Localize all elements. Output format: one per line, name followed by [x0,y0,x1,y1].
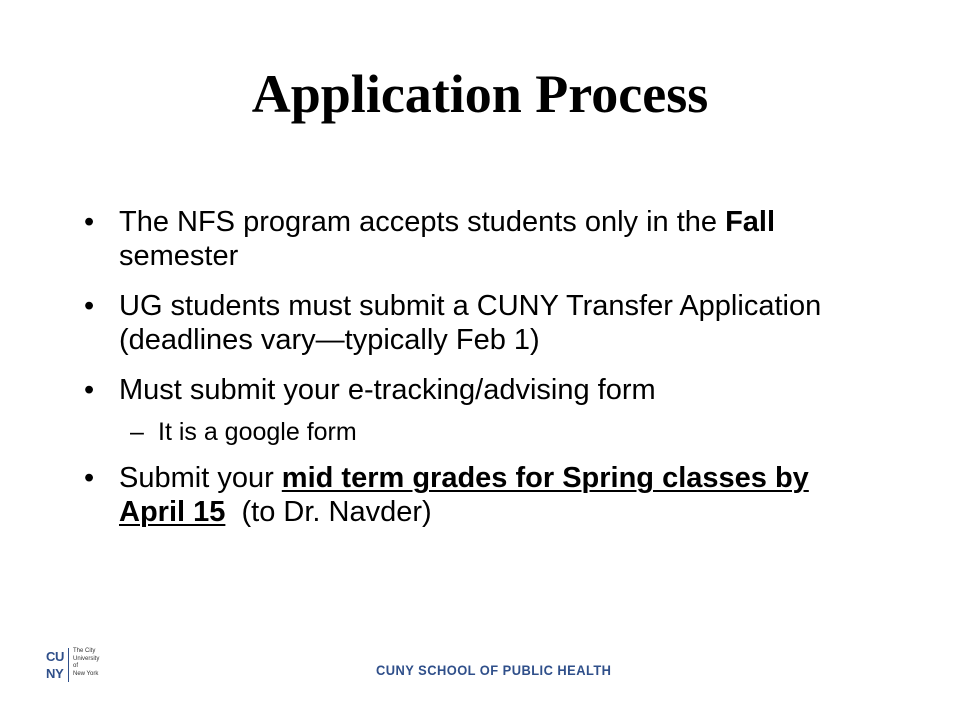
bullet-emphasis-fall: Fall [725,206,776,238]
bullet-text: The NFS program accepts students only in the [119,206,726,238]
logo-letter: N [46,666,56,681]
bullet-text: UG students must submit a CUNY Transfer Application (deadlines vary—typically Feb 1) [119,290,822,356]
bullet-text: (to Dr. Navder) [225,496,432,528]
logo-letter: C [46,649,56,664]
bullet-item-advising-form [78,373,858,407]
university-name [73,648,113,678]
logo-divider [68,648,69,682]
bullet-item-transfer-application [78,289,858,357]
bullet-glyph: • [84,290,95,322]
logo-letter: U [55,649,65,664]
bullet-item-midterm-grades [78,461,858,529]
bullet-item-fall-admission [78,205,858,273]
university-line: of [73,663,79,669]
bullet-text: semester [119,240,239,272]
bullet-list [78,205,858,545]
bullet-glyph: • [84,206,95,238]
bullet-text: Submit your [119,462,282,494]
cuny-logo [46,648,113,682]
bullet-glyph: • [84,462,95,494]
sub-bullet-glyph: – [130,418,144,446]
university-line: New York [73,670,99,677]
sub-bullet-item-google-form [78,417,858,447]
university-line: The City [73,648,96,654]
logo-letter: Y [55,666,64,681]
bullet-emphasis-deadline: mid term grades for Spring classes by April 15 [119,462,809,528]
slide-title: Application Process [251,64,709,124]
school-name: CUNY SCHOOL OF PUBLIC HEALTH [376,662,612,678]
sub-bullet-text: It is a google form [158,418,357,446]
bullet-text: Must submit your e-tracking/advising form [119,374,656,406]
university-line: University [73,655,100,662]
bullet-glyph: • [84,374,95,406]
cuny-logo-mark [46,648,64,682]
